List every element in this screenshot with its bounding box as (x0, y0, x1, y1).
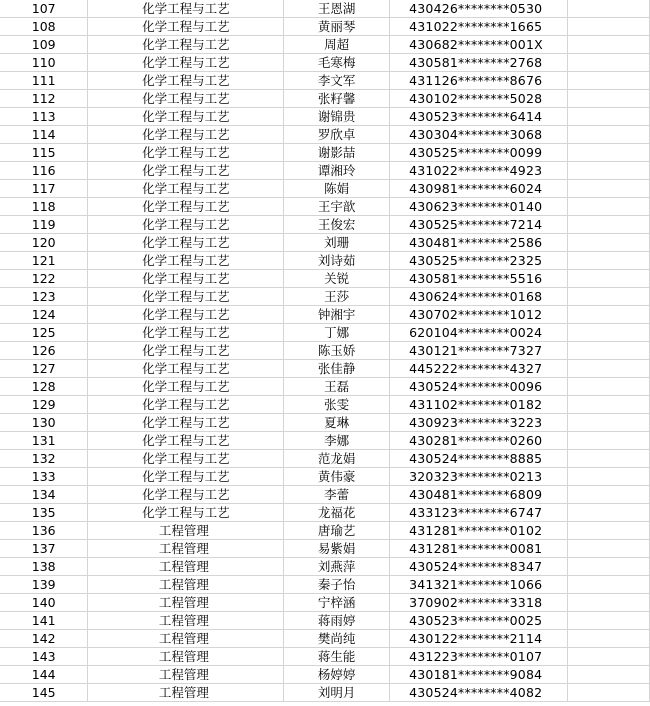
major-cell[interactable]: 化学工程与工艺 (88, 54, 284, 72)
row-number-cell[interactable]: 120 (0, 234, 88, 252)
table-row (0, 324, 650, 342)
row-number-cell[interactable]: 122 (0, 270, 88, 288)
id-number-cell[interactable]: 430523********6414 (390, 108, 568, 126)
major-cell[interactable]: 化学工程与工艺 (88, 234, 284, 252)
id-number-cell[interactable]: 431022********4923 (390, 162, 568, 180)
major-cell[interactable]: 工程管理 (88, 684, 284, 702)
student-name-cell[interactable]: 秦子怡 (284, 576, 390, 594)
table-row (0, 18, 650, 36)
student-name-cell[interactable]: 谢影喆 (284, 144, 390, 162)
major-cell[interactable]: 工程管理 (88, 540, 284, 558)
empty-cell[interactable] (568, 378, 650, 396)
major-cell[interactable]: 化学工程与工艺 (88, 378, 284, 396)
table-row (0, 36, 650, 54)
table-row (0, 270, 650, 288)
id-number-cell[interactable]: 430624********0168 (390, 288, 568, 306)
major-cell[interactable]: 化学工程与工艺 (88, 90, 284, 108)
row-number-cell[interactable]: 123 (0, 288, 88, 306)
id-number-cell[interactable]: 430122********2114 (390, 630, 568, 648)
table-row (0, 144, 650, 162)
major-cell[interactable]: 工程管理 (88, 522, 284, 540)
row-number-cell[interactable]: 141 (0, 612, 88, 630)
student-name-cell[interactable]: 张雯 (284, 396, 390, 414)
row-number-cell[interactable]: 128 (0, 378, 88, 396)
empty-cell[interactable] (568, 252, 650, 270)
row-number-cell[interactable]: 133 (0, 468, 88, 486)
major-cell[interactable]: 化学工程与工艺 (88, 432, 284, 450)
id-number-cell[interactable]: 430525********0099 (390, 144, 568, 162)
major-cell[interactable]: 化学工程与工艺 (88, 252, 284, 270)
empty-cell[interactable] (568, 306, 650, 324)
student-name-cell[interactable]: 蒋生能 (284, 648, 390, 666)
empty-cell[interactable] (568, 666, 650, 684)
table-row (0, 72, 650, 90)
major-cell[interactable]: 化学工程与工艺 (88, 0, 284, 18)
id-number-cell[interactable]: 430181********9084 (390, 666, 568, 684)
student-name-cell[interactable]: 范龙娟 (284, 450, 390, 468)
empty-cell[interactable] (568, 396, 650, 414)
empty-cell[interactable] (568, 504, 650, 522)
row-number-cell[interactable]: 129 (0, 396, 88, 414)
row-number-cell[interactable]: 143 (0, 648, 88, 666)
table-row (0, 522, 650, 540)
table-row (0, 594, 650, 612)
major-cell[interactable]: 化学工程与工艺 (88, 162, 284, 180)
student-name-cell[interactable]: 李娜 (284, 432, 390, 450)
major-cell[interactable]: 化学工程与工艺 (88, 306, 284, 324)
id-number-cell[interactable]: 430523********0025 (390, 612, 568, 630)
row-number-cell[interactable]: 118 (0, 198, 88, 216)
id-number-cell[interactable]: 431102********0182 (390, 396, 568, 414)
major-cell[interactable]: 化学工程与工艺 (88, 270, 284, 288)
empty-cell[interactable] (568, 342, 650, 360)
row-number-cell[interactable]: 116 (0, 162, 88, 180)
table-row (0, 108, 650, 126)
id-number-cell[interactable]: 370902********3318 (390, 594, 568, 612)
table-row (0, 162, 650, 180)
empty-cell[interactable] (568, 288, 650, 306)
row-number-cell[interactable]: 113 (0, 108, 88, 126)
row-number-cell[interactable]: 134 (0, 486, 88, 504)
student-name-cell[interactable]: 蒋雨婷 (284, 612, 390, 630)
id-number-cell[interactable]: 430524********4082 (390, 684, 568, 702)
student-name-cell[interactable]: 钟湘宇 (284, 306, 390, 324)
major-cell[interactable]: 工程管理 (88, 666, 284, 684)
empty-cell[interactable] (568, 522, 650, 540)
empty-cell[interactable] (568, 324, 650, 342)
major-cell[interactable]: 工程管理 (88, 648, 284, 666)
id-number-cell[interactable]: 430121********7327 (390, 342, 568, 360)
table-row (0, 198, 650, 216)
table-row (0, 666, 650, 684)
table-row (0, 684, 650, 702)
id-number-cell[interactable]: 430281********0260 (390, 432, 568, 450)
student-name-cell[interactable]: 李蕾 (284, 486, 390, 504)
id-number-cell[interactable]: 430923********3223 (390, 414, 568, 432)
empty-cell[interactable] (568, 54, 650, 72)
row-number-cell[interactable]: 139 (0, 576, 88, 594)
id-number-cell[interactable]: 430524********8347 (390, 558, 568, 576)
major-cell[interactable]: 化学工程与工艺 (88, 108, 284, 126)
table-row (0, 288, 650, 306)
student-name-cell[interactable]: 刘明月 (284, 684, 390, 702)
empty-cell[interactable] (568, 270, 650, 288)
empty-cell[interactable] (568, 72, 650, 90)
id-number-cell[interactable]: 430481********6809 (390, 486, 568, 504)
student-name-cell[interactable]: 张籽馨 (284, 90, 390, 108)
id-number-cell[interactable]: 430524********8885 (390, 450, 568, 468)
row-number-cell[interactable]: 121 (0, 252, 88, 270)
major-cell[interactable]: 化学工程与工艺 (88, 288, 284, 306)
table-row (0, 540, 650, 558)
empty-cell[interactable] (568, 630, 650, 648)
row-number-cell[interactable]: 130 (0, 414, 88, 432)
table-row (0, 432, 650, 450)
row-number-cell[interactable]: 142 (0, 630, 88, 648)
student-name-cell[interactable]: 夏琳 (284, 414, 390, 432)
student-name-cell[interactable]: 刘珊 (284, 234, 390, 252)
student-name-cell[interactable]: 谢锦贵 (284, 108, 390, 126)
table-row (0, 180, 650, 198)
empty-cell[interactable] (568, 36, 650, 54)
student-name-cell[interactable]: 黄丽琴 (284, 18, 390, 36)
major-cell[interactable]: 化学工程与工艺 (88, 180, 284, 198)
student-name-cell[interactable]: 毛寒梅 (284, 54, 390, 72)
id-number-cell[interactable]: 430524********0096 (390, 378, 568, 396)
id-number-cell[interactable]: 431022********1665 (390, 18, 568, 36)
major-cell[interactable]: 化学工程与工艺 (88, 18, 284, 36)
empty-cell[interactable] (568, 198, 650, 216)
id-number-cell[interactable]: 430426********0530 (390, 0, 568, 18)
table-row (0, 468, 650, 486)
table-row (0, 576, 650, 594)
table-row (0, 396, 650, 414)
student-name-cell[interactable]: 谭湘玲 (284, 162, 390, 180)
id-number-cell[interactable]: 430481********2586 (390, 234, 568, 252)
empty-cell[interactable] (568, 540, 650, 558)
major-cell[interactable]: 化学工程与工艺 (88, 198, 284, 216)
empty-cell[interactable] (568, 594, 650, 612)
student-name-cell[interactable]: 陈娟 (284, 180, 390, 198)
table-row (0, 252, 650, 270)
id-number-cell[interactable]: 430682********001X (390, 36, 568, 54)
id-number-cell[interactable]: 430623********0140 (390, 198, 568, 216)
major-cell[interactable]: 化学工程与工艺 (88, 414, 284, 432)
table-row (0, 216, 650, 234)
row-number-cell[interactable]: 114 (0, 126, 88, 144)
table-row (0, 630, 650, 648)
empty-cell[interactable] (568, 0, 650, 18)
row-number-cell[interactable]: 125 (0, 324, 88, 342)
student-name-cell[interactable]: 樊尚纯 (284, 630, 390, 648)
student-name-cell[interactable]: 刘诗茹 (284, 252, 390, 270)
row-number-cell[interactable]: 110 (0, 54, 88, 72)
id-number-cell[interactable]: 430102********5028 (390, 90, 568, 108)
row-number-cell[interactable]: 124 (0, 306, 88, 324)
row-number-cell[interactable]: 144 (0, 666, 88, 684)
major-cell[interactable]: 化学工程与工艺 (88, 360, 284, 378)
table-row (0, 504, 650, 522)
major-cell[interactable]: 化学工程与工艺 (88, 324, 284, 342)
row-number-cell[interactable]: 108 (0, 18, 88, 36)
table-row (0, 342, 650, 360)
major-cell[interactable]: 工程管理 (88, 558, 284, 576)
id-number-cell[interactable]: 430981********6024 (390, 180, 568, 198)
major-cell[interactable]: 化学工程与工艺 (88, 72, 284, 90)
major-cell[interactable]: 化学工程与工艺 (88, 486, 284, 504)
id-number-cell[interactable]: 430525********2325 (390, 252, 568, 270)
table-row (0, 648, 650, 666)
empty-cell[interactable] (568, 18, 650, 36)
student-name-cell[interactable]: 王宇歆 (284, 198, 390, 216)
student-name-cell[interactable]: 龙福花 (284, 504, 390, 522)
student-name-cell[interactable]: 罗欣卓 (284, 126, 390, 144)
empty-cell[interactable] (568, 180, 650, 198)
major-cell[interactable]: 化学工程与工艺 (88, 216, 284, 234)
student-name-cell[interactable]: 周超 (284, 36, 390, 54)
id-number-cell[interactable]: 431281********0081 (390, 540, 568, 558)
row-number-cell[interactable]: 132 (0, 450, 88, 468)
row-number-cell[interactable]: 140 (0, 594, 88, 612)
empty-cell[interactable] (568, 162, 650, 180)
major-cell[interactable]: 工程管理 (88, 630, 284, 648)
id-number-cell[interactable]: 430702********1012 (390, 306, 568, 324)
student-name-cell[interactable]: 唐瑜艺 (284, 522, 390, 540)
row-number-cell[interactable]: 117 (0, 180, 88, 198)
student-name-cell[interactable]: 王莎 (284, 288, 390, 306)
student-name-cell[interactable]: 丁娜 (284, 324, 390, 342)
student-name-cell[interactable]: 黄伟豪 (284, 468, 390, 486)
row-number-cell[interactable]: 109 (0, 36, 88, 54)
empty-cell[interactable] (568, 450, 650, 468)
student-name-cell[interactable]: 刘燕萍 (284, 558, 390, 576)
id-number-cell[interactable]: 431126********8676 (390, 72, 568, 90)
major-cell[interactable]: 化学工程与工艺 (88, 342, 284, 360)
major-cell[interactable]: 化学工程与工艺 (88, 126, 284, 144)
row-number-cell[interactable]: 119 (0, 216, 88, 234)
empty-cell[interactable] (568, 612, 650, 630)
student-name-cell[interactable]: 宁梓涵 (284, 594, 390, 612)
table-row (0, 126, 650, 144)
major-cell[interactable]: 工程管理 (88, 594, 284, 612)
empty-cell[interactable] (568, 108, 650, 126)
table-row (0, 558, 650, 576)
table-row (0, 360, 650, 378)
id-number-cell[interactable]: 430581********5516 (390, 270, 568, 288)
major-cell[interactable]: 化学工程与工艺 (88, 144, 284, 162)
student-name-cell[interactable]: 王磊 (284, 378, 390, 396)
table-row (0, 612, 650, 630)
id-number-cell[interactable]: 620104********0024 (390, 324, 568, 342)
major-cell[interactable]: 工程管理 (88, 576, 284, 594)
empty-cell[interactable] (568, 486, 650, 504)
major-cell[interactable]: 化学工程与工艺 (88, 396, 284, 414)
table-row (0, 90, 650, 108)
id-number-cell[interactable]: 320323********0213 (390, 468, 568, 486)
empty-cell[interactable] (568, 216, 650, 234)
id-number-cell[interactable]: 341321********1066 (390, 576, 568, 594)
row-number-cell[interactable]: 115 (0, 144, 88, 162)
row-number-cell[interactable]: 111 (0, 72, 88, 90)
row-number-cell[interactable]: 145 (0, 684, 88, 702)
student-name-cell[interactable]: 王俊宏 (284, 216, 390, 234)
student-name-cell[interactable]: 李文军 (284, 72, 390, 90)
empty-cell[interactable] (568, 684, 650, 702)
table-row (0, 0, 650, 18)
empty-cell[interactable] (568, 90, 650, 108)
row-number-cell[interactable]: 112 (0, 90, 88, 108)
id-number-cell[interactable]: 433123********6747 (390, 504, 568, 522)
student-name-cell[interactable]: 关锐 (284, 270, 390, 288)
empty-cell[interactable] (568, 558, 650, 576)
table-row (0, 450, 650, 468)
empty-cell[interactable] (568, 414, 650, 432)
id-number-cell[interactable]: 430304********3068 (390, 126, 568, 144)
major-cell[interactable]: 化学工程与工艺 (88, 468, 284, 486)
row-number-cell[interactable]: 136 (0, 522, 88, 540)
student-name-cell[interactable]: 张佳静 (284, 360, 390, 378)
empty-cell[interactable] (568, 360, 650, 378)
id-number-cell[interactable]: 430581********2768 (390, 54, 568, 72)
table-row (0, 414, 650, 432)
empty-cell[interactable] (568, 126, 650, 144)
id-number-cell[interactable]: 445222********4327 (390, 360, 568, 378)
empty-cell[interactable] (568, 648, 650, 666)
row-number-cell[interactable]: 107 (0, 0, 88, 18)
id-number-cell[interactable]: 430525********7214 (390, 216, 568, 234)
table-row (0, 54, 650, 72)
row-number-cell[interactable]: 126 (0, 342, 88, 360)
id-number-cell[interactable]: 431281********0102 (390, 522, 568, 540)
table-row (0, 306, 650, 324)
student-name-cell[interactable]: 杨婷婷 (284, 666, 390, 684)
student-name-cell[interactable]: 陈玉娇 (284, 342, 390, 360)
student-name-cell[interactable]: 王恩湖 (284, 0, 390, 18)
major-cell[interactable]: 化学工程与工艺 (88, 450, 284, 468)
major-cell[interactable]: 工程管理 (88, 612, 284, 630)
row-number-cell[interactable]: 131 (0, 432, 88, 450)
empty-cell[interactable] (568, 576, 650, 594)
row-number-cell[interactable]: 127 (0, 360, 88, 378)
row-number-cell[interactable]: 135 (0, 504, 88, 522)
major-cell[interactable]: 化学工程与工艺 (88, 504, 284, 522)
empty-cell[interactable] (568, 144, 650, 162)
row-number-cell[interactable]: 137 (0, 540, 88, 558)
table-row (0, 234, 650, 252)
student-name-cell[interactable]: 易紫娟 (284, 540, 390, 558)
table-row (0, 378, 650, 396)
major-cell[interactable]: 化学工程与工艺 (88, 36, 284, 54)
row-number-cell[interactable]: 138 (0, 558, 88, 576)
id-number-cell[interactable]: 431223********0107 (390, 648, 568, 666)
empty-cell[interactable] (568, 468, 650, 486)
table-row (0, 486, 650, 504)
empty-cell[interactable] (568, 234, 650, 252)
empty-cell[interactable] (568, 432, 650, 450)
